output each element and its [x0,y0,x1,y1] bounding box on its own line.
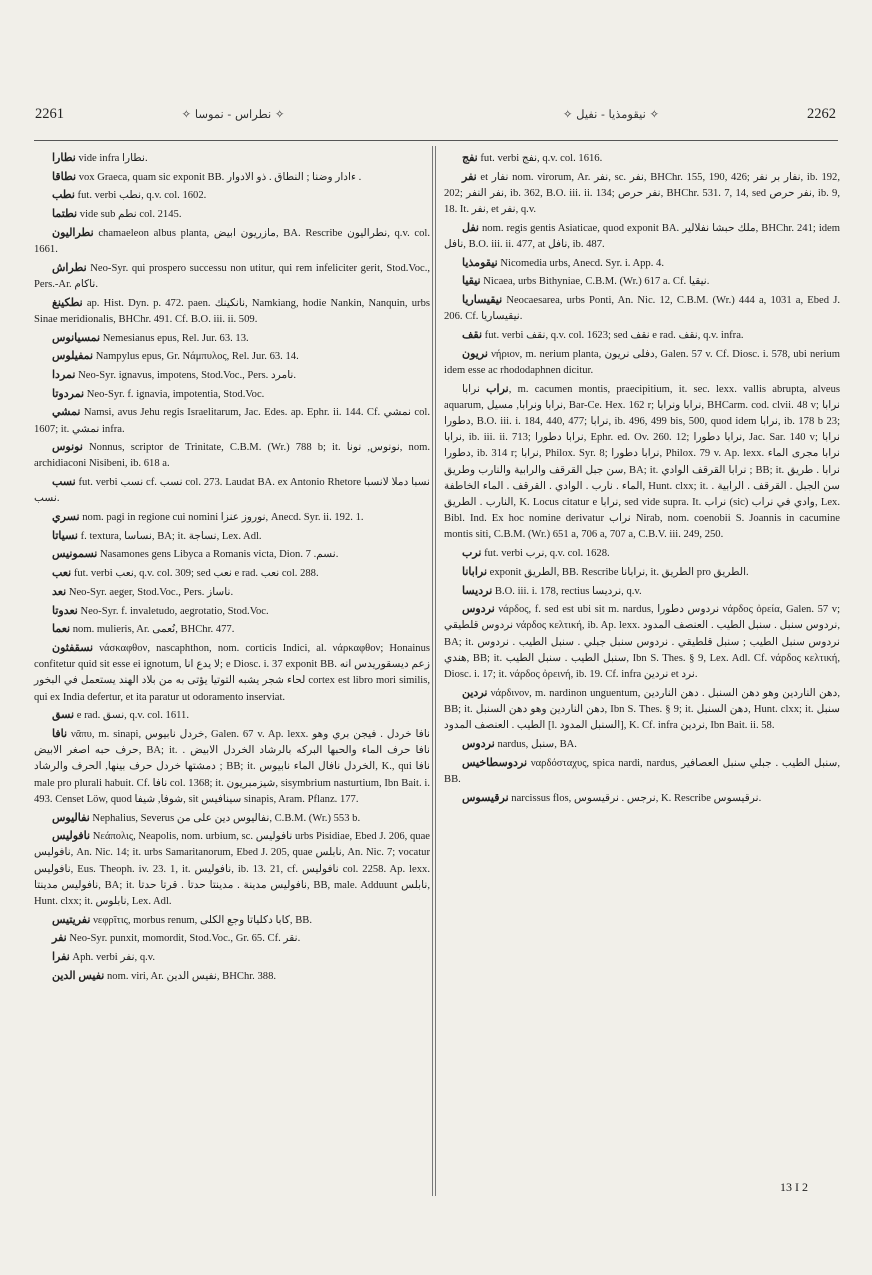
dictionary-entry [34,726,430,808]
dictionary-entry [34,225,430,258]
entry-headword: نطراليون [52,226,94,239]
entry-headword: نسياتا [52,529,78,542]
right-page-number: 2262 [807,106,836,122]
dictionary-entry [34,930,430,947]
entry-text: νεφρῖτις, morbus renum, كابا دكلياتا وجع الكلى, BB. [93,914,312,926]
dictionary-entry [444,755,840,788]
dictionary-entry [34,187,430,204]
entry-text: Nicomedia urbs, Anecd. Syr. i. App. 4. [500,257,664,269]
column-separator [432,146,436,1196]
entry-headword: نفاليوس [52,811,90,824]
entry-headword: نافا [52,728,68,740]
entry-headword: نسق [52,709,75,722]
entry-text: fut. verbi نرب, q.v. col. 1628. [484,548,610,560]
dictionary-entry [34,828,430,910]
entry-headword: نفر [462,170,477,183]
entry-headword: نفرا [52,951,70,964]
entry-text: narcissus flos, نرجس . نرقيسوس, K. Rescribe نرقيسوس. [511,792,762,804]
entry-text: chamaeleon albus planta, مازريون ابيض, BA. Rescribe نطراليون, q.v. col. 1661. [34,227,430,256]
entry-headword: نيقومذيا [462,256,498,269]
entry-text: Neo-Syr. f. invaletudo, aegrotatio, Stod.Voc. [80,605,269,617]
entry-text: fut. verbi نطب, q.v. col. 1602. [77,190,207,202]
left-column [34,150,430,987]
dictionary-entry [34,404,430,437]
entry-headword: نطكينغ [52,296,83,309]
entry-text: Nonnus, scriptor de Trinitate, C.B.M. (Wr.) 788 b; it. نونوس, نونا, nom. archidiaconi Nisibeni, ib. 618 a. [34,442,431,470]
entry-headword: نمسيانوس [52,331,101,344]
entry-text: e rad. نسق, q.v. col. 1611. [76,710,189,722]
entry-text: fut. verbi نفج, q.v. col. 1616. [480,153,603,164]
entry-headword: نعد [52,585,67,598]
dictionary-entry [444,255,840,272]
entry-headword: نسقفثون [52,641,94,654]
entry-headword: نراب [486,382,509,395]
dictionary-entry [444,346,840,379]
entry-headword: نسري [52,511,80,524]
entry-headword: نمفيلوس [52,350,94,363]
entry-text: f. textura, نساسا, BA; it. نساجة, Lex. Adl. [80,530,262,542]
dictionary-entry [34,810,430,827]
entry-text: Neo-Syr. f. ignavia, impotentia, Stod.Voc. [86,388,265,400]
entry-headword: نمردوتا [52,387,85,400]
entry-headword: نمشي [52,406,81,419]
entry-text: Neo-Syr. qui prospero successu non utitur, qui rem infeliciter gerit, Stod.Voc., Pers.-Ar. ناكام. [34,262,430,290]
entry-text: Neo-Syr. aeger, Stod.Voc., Pers. ناساز. [68,586,234,598]
entry-text: vide sub نطم col. 2145. [79,209,182,221]
page-header [0,106,872,130]
entry-headword: نفج [462,152,478,164]
entry-text: Nicaea, urbs Bithyniae, C.B.M. (Wr.) 617 a. Cf. نيقيا. [483,276,710,288]
entry-text: fut. verbi نسب cf. نسب col. 273. Laudat BA. ex Antonio Rhetore نسبا دملا لانسبا نسب. [34,477,430,505]
entry-text: Nephalius, Severus نفاليوس دين على من, C.B.M. (Wr.) 553 b. [92,812,361,824]
dictionary-entry [34,584,430,601]
entry-headword: نيقيا [462,275,481,288]
entry-headword: نفريتيس [52,913,91,926]
dictionary-entry [34,603,430,620]
dictionary-entry [34,260,430,293]
dictionary-entry [34,509,430,526]
entry-headword: نرديسا [462,584,493,597]
entry-text: Neocaesarea, urbs Ponti, An. Nic. 12, C.B.M. (Wr.) 444 a, 1031 a, Ebed J. 206. Cf. نيقيساريا. [444,295,840,323]
entry-text: νάσκαφθον, nascaphthon, nom. corticis Indici, al. νάρκαφθον; Honainus confitetur quid sit esse ei ignotum, لا يدع انا; e Diosc. i. 37 exponit BB. زعم ديسقوريدس انه لحاء شجر يشبه التوتيا يؤتى به من بلاد الهند يستعمل في البخور cortex est libro mori similis, qui ex India defertur, et ita paratur ut odoramento inserviat. [34,642,430,703]
entry-headword: نردوسطاخيس [462,756,528,769]
entry-headword: نفيس الدين [52,969,105,982]
dictionary-entry [34,439,430,472]
entry-text: Neo-Syr. ignavus, impotens, Stod.Voc., Pers. نامرد. [78,369,297,381]
entry-headword: نرب [462,547,482,560]
dictionary-entry [34,330,430,347]
entry-headword: نعدوتا [52,604,78,617]
entry-text: fut. verbi نعب, q.v. col. 309; sed نعب e rad. نعب col. 288. [73,568,319,580]
entry-headword: نطتما [52,208,78,221]
entry-text: νάρδινον, m. nardinon unguentum, دهن الناردين وهو دهن السنبل . دهن الناردين, BB; it. دهن الناردين وهو دهن السنبل, Ibn S. Thes. § 9; it. دهن السنبل, Hunt. clxx; it. سنبل الطيب . العنصف المدود [l. السنبل المدود], K. Cf. infra نردين, Ibn Bait. ii. 58. [444,687,841,732]
entry-text: Nampylus epus, Gr. Νάμπυλος, Rel. Jur. 63. 14. [95,351,299,363]
dictionary-entry [444,790,840,807]
entry-text: Νεάπολις, Neapolis, nom. urbium, sc. نافوليس urbs Pisidiae, Ebed J. 206, quae نافوليس, An. Nic. 14; it. urbs Samaritanorum, Ebed J. 205, quae نابلس, An. Nic. 7; vocatur نافوليس, Eus. Theoph. iv. 23. 1, it. نافوليس, ib. 13. 21, cf. نافوليس col. 2258. Ap. lexx. نافوليس مدينتا, BA; it. نافوليس مدينة . مدينتا حدتا . قرتا حدتا, BB, male. Adduunt نابلس, Hunt. clxx; it. نابلوس, Lex. Adl. [34,831,431,908]
entry-text: Aph. verbi نفر, q.v. [72,952,156,964]
dictionary-entry [34,295,430,328]
entry-text: B.O. iii. i. 178, rectius نرديسا, q.v. [494,585,642,597]
entry-text: nom. mulieris, Ar. نُعمى, BHChr. 477. [72,624,235,636]
left-page-number: 2261 [35,106,64,122]
entry-headword: نسمونيس [52,548,98,561]
entry-text: νήριον, m. nerium planta, دفلى نريون, Galen. 57 v. Cf. Diosc. i. 578, ubi nerium idem esse ac rhododaphnen dicitur. [444,348,840,376]
entry-headword: نريون [462,347,488,360]
dictionary-entry [34,206,430,223]
dictionary-entry [444,292,840,325]
entry-headword: نطب [52,189,75,202]
dictionary-entry [444,583,840,600]
dictionary-entry [34,621,430,638]
entry-headword: نطارا [52,152,76,164]
dictionary-entry [34,912,430,929]
entry-text: Neo-Syr. punxit, momordit, Stod.Voc., Gr. 65. Cf. نقر. [69,933,301,945]
entry-text: nardus, سنبل, BA. [497,738,577,750]
entry-headword: نعب [52,567,72,580]
dictionary-entry [444,685,840,735]
entry-text: nom. viri, Ar. نفيس الدين, BHChr. 388. [107,970,277,982]
entry-headword: نرابانا [462,565,488,578]
dictionary-entry [444,273,840,290]
entry-text: et نفار nom. virorum, Ar. نفر, sc. نفر, BHChr. 155, 190, 426; نفار بر نفر, ib. 192, 202; نفر النفر, ib. 362, B.O. iii. ii. 134; نفر حرص, BHChr. 531. 7, 14, sed نفر حرص, ib. 9, 18. It. نفر, et نفر, q.v. [444,171,840,216]
entry-headword: نردين [462,686,488,699]
entry-text: vide infra نطارا. [78,153,148,164]
right-running-head: ✧ نيقومذيا - نفيل ✧ [562,107,660,121]
entry-headword: نمردا [52,368,76,381]
right-column [444,150,840,808]
dictionary-entry [34,386,430,403]
entry-headword: نسب [52,476,76,489]
entry-headword: نرقيسوس [462,791,509,804]
entry-text: ναρδόσταχυς, spica nardi, nardus, سنبل الطيب . جبلي سنبل العصافير, BB. [444,757,840,785]
entry-text: Namsi, avus Jehu regis Israelitarum, Jac. Edes. ap. Ephr. ii. 144. Cf. نمشي col. 1607; it. نمشي infra. [34,407,430,435]
entry-headword: نفر [52,932,67,945]
entry-text: nom. regis gentis Asiaticae, quod exponit BA. ملك حبشا نفلالير, BHChr. 241; idem نافل, B.O. iii. ii. 477, at نافل, ib. 487. [444,222,841,251]
entry-headword: نونوس [52,441,83,454]
entry-headword: نردوس [462,737,495,750]
dictionary-entry [444,169,840,219]
dictionary-entry [444,150,840,167]
entry-text: vox Graeca, quam sic exponit BB. ءادار وضنا ; النطاق . ذو الادوار . [78,171,362,183]
dictionary-entry [34,949,430,966]
signature-mark: 13 I 2 [780,1180,808,1194]
entry-text: exponit الطريق, BB. Rescribe نرابانا, it. الطريق pro الطريق. [489,566,749,578]
dictionary-entry [444,736,840,753]
dictionary-entry [444,564,840,581]
dictionary-entry [444,381,840,544]
entry-text: fut. verbi نقف, q.v. col. 1623; sed نقف e rad. نقف, q.v. infra. [484,330,744,342]
dictionary-entry [34,528,430,545]
entry-headword: نطاقا [52,170,77,183]
dictionary-entry [34,169,430,186]
entry-text: ap. Hist. Dyn. p. 472. paen. نانكينك, Namkiang, hodie Nankin, Nanquin, urbs Sinae meridionalis, BHChr. 491. Cf. B.O. iii. ii. 509. [34,297,430,325]
dictionary-entry [34,640,430,706]
dictionary-entry [34,968,430,985]
dictionary-entry [34,546,430,563]
header-rule [34,140,838,141]
entry-headword: نطراش [52,261,87,274]
entry-text: نرابا, m. cacumen montis, praecipitium, it. sec. lexx. vallis abrupta, alveus aquarum, نرابا ونرابا, مسيل, Bar-Ce. Hex. 162 r; نرابا ونرابا, BHCarm. cod. clvii. 48 v; نرابا دطورا, B.O. iii. i. 184, 440, 477; نرابا, ib. 496, 499 bis, 500, quod idem نرابا, ib. 178 b 23; نرابا, ib. iii. ii. 713; نرابا دطورا, Ephr. ed. Ov. 260. 12; نرابا دطورا, Jac. Sar. 140 v; نرابا دطورا, ib. 314 r; نرابا, Philox. Syr. 8; نرابا دطورا, Philox. 79 v. Ap. lexx. نرابا مجرى الماء سن جبل القرقف والرابية والنارب وطريق, BA; it. نرابا القرقف الوادي ; BB; it. نرابا . طريق الماء . نارب . الوادي . القرقف . الماء الخاطفة, Hunt. clxx; it. سن الجبل . القرقف . الرابية . النارب . الطريق, K. Locus citatur e نرابا, sed vide supra. It. نراب (sic) وادي في نراب, Lex. Bibl. Ind. Ex hoc nomine derivatur نراب Nirab, nom. coenobii S. Joannis in cacumine montis siti, C.B.M. (Wr.) 651 a, 706 a, 707 a, C.B.V. iii. 249, 250. [444,383,841,541]
entry-headword: نفل [462,221,479,234]
entry-headword: نقف [462,329,483,342]
entry-text: νάρδος, f. sed est ubi sit m. nardus, نردوس دطورا νάρδος ὀρεία, Galen. 57 v; نردوس قلطيقي νάρδος κελτική, ib. Ap. lexx. نردوس سنبل . سنبل الطيب . العنصف المدود, BA; it. نردوس سنبل الطيب ; سنبل قلطيقي . نردوس سنبل جبلي . سنبل الطيب . نردوس هندي, BB; it. سنبل الطيب . سنبل الطيب, Ibn S. Thes. § 9, Lex. Adl. Cf. νάρδος κελτική, Diosc. i. 17; it. νάρδος ὀρεινή, ib. 19. Cf. infra نردين et نرد. [444,604,841,681]
dictionary-entry [34,348,430,365]
left-running-head: ✧ نطراس - نموسا ✧ [181,107,285,121]
dictionary-entry [34,150,430,167]
dictionary-entry [444,327,840,344]
entry-headword: نردوس [462,603,495,616]
entry-text: νᾶπυ, m. sinapi, خردل نابيوس, Galen. 67 v. Ap. lexx. نافا خردل . فيجن بري وهو حرف حبه اصغر الابيض, BA; it. نافا حرف الماء والحبها البركه بالرشاد الخردل الابيض . دمشتها خردل حرف بينها, الحرف والرشاد ; BB; it. الخردل نافال الماء نابيوس, K., qui نافا male pro plurali habuit. Cf. نافا col. 1368; it. شيزمبريون, sisymbrium nasturtium, Ibn Bait. i. 493. Censet Löw, quod شوفا, شيفا, sit سينافيس sinapis, Aram. Pflanz. 177. [34,729,431,805]
entry-text: nom. pagi in regione cui nomini نوروز عنزا, Anecd. Syr. ii. 192. 1. [82,512,364,524]
dictionary-entry [444,220,840,253]
dictionary-entry [444,601,840,683]
dictionary-entry [444,545,840,562]
entry-headword: نيقيساريا [462,294,503,307]
dictionary-entry [34,367,430,384]
entry-text: Nemesianus epus, Rel. Jur. 63. 13. [102,332,249,344]
entry-text: Nasamones gens Libyca a Romanis victa, Dion. نسم. 7. [99,549,339,561]
dictionary-entry [34,565,430,582]
entry-headword: نعما [52,623,71,636]
entry-headword: نافوليس [52,830,91,843]
dictionary-entry [34,474,430,507]
dictionary-entry [34,707,430,724]
